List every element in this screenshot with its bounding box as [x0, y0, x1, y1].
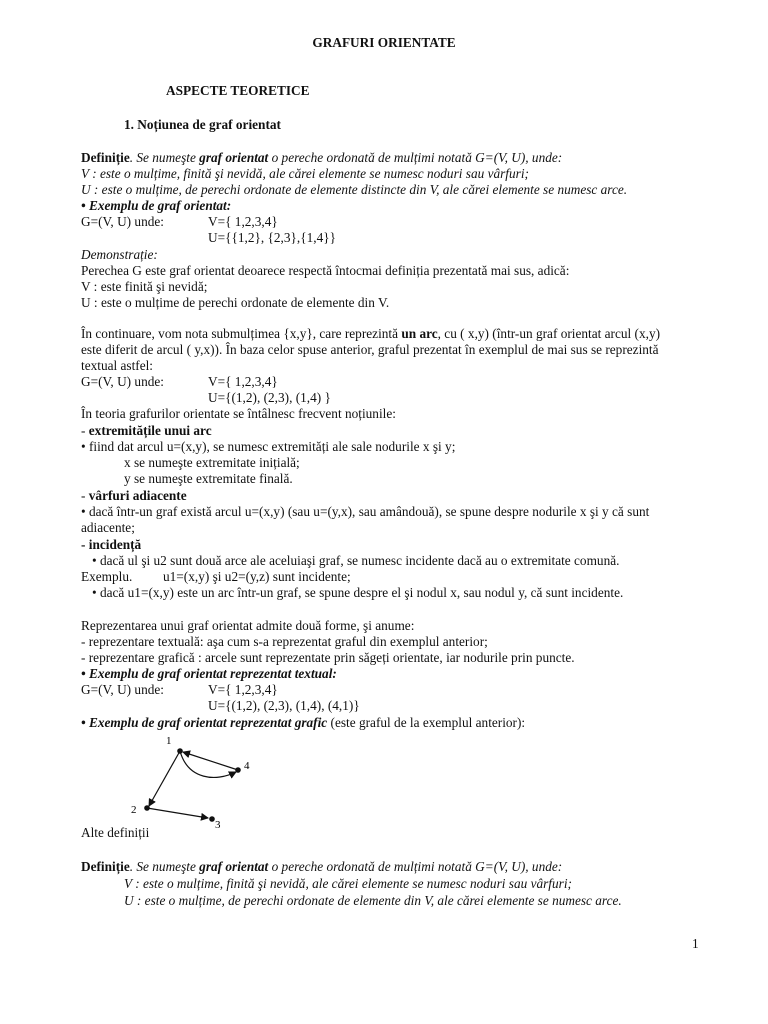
extremitati-line-1: • fiind dat arcul u=(x,y), se numesc extremități ale sale nodurile x şi y;	[81, 439, 456, 454]
subsection-heading: 1. Noțiunea de graf orientat	[124, 117, 281, 132]
demonstration-line-1: Perechea G este graf orientat deoarece respectă întocmai definiția prezentată mai sus, adică:	[81, 263, 570, 278]
example-textual-g: G=(V, U) unde: V={ 1,2,3,4}	[81, 374, 278, 389]
definition-term: Definiție	[81, 150, 130, 165]
node-2	[144, 805, 150, 811]
node-3	[209, 816, 215, 822]
definition-2-v: V : este o mulțime, finită şi nevidă, ale cărei elemente se numesc noduri sau vârfuri;	[124, 876, 572, 891]
representation-textual: - reprezentare textuală: aşa cum s-a reprezentat graful din exemplul anterior;	[81, 634, 488, 649]
node-4	[235, 767, 241, 773]
definition-1: Definiție. Se numeşte graf orientat o pereche ordonată de mulțimi notată G=(V, U), unde:	[81, 150, 563, 165]
paragraph-continuare-2: este diferit de arcul ( y,x)). În baza celor spuse anterior, graful prezentat în exemplul de mai sus se reprezintă	[81, 342, 659, 357]
definition-2: Definiție. Se numeşte graf orientat o pereche ordonată de mulțimi notată G=(V, U), unde:	[81, 859, 563, 874]
arc-2-3	[147, 808, 208, 818]
directed-graph-figure	[126, 732, 276, 834]
paragraph-continuare-3: textual astfel:	[81, 358, 153, 373]
node-2-label: 2	[131, 804, 137, 816]
document-title: GRAFURI ORIENTATE	[312, 35, 456, 50]
arc-1-4	[180, 751, 236, 777]
extremitati-line-3: y se numeşte extremitate finală.	[124, 471, 293, 486]
paragraph-continuare-1: În continuare, vom nota submulțimea {x,y}, care reprezintă un arc, cu ( x,y) (într-un graf orientat arcul (x,y)	[81, 326, 661, 341]
alte-definitii: Alte definiții	[81, 825, 150, 840]
notion-varfuri-adiacente: - vârfuri adiacente	[81, 488, 187, 503]
adiacente-line-2: adiacente;	[81, 520, 135, 535]
example-1-heading: • Exemplu de graf orientat:	[81, 198, 232, 213]
representation-grafica: - reprezentare grafică : arcele sunt reprezentate prin săgeți orientate, iar nodurile prin puncte.	[81, 650, 575, 665]
arc-4-1	[183, 752, 238, 770]
definition-1-u: U : este o mulțime, de perechi ordonate de elemente distincte din V, ale cărei elemente se numesc arce.	[81, 182, 628, 197]
node-1	[177, 748, 183, 754]
example-2-u: U={(1,2), (2,3), (1,4), (4,1)}	[208, 698, 360, 713]
section-heading: ASPECTE TEORETICE	[166, 83, 310, 98]
graf-orientat-term: graf orientat	[199, 150, 269, 165]
incidenta-example: Exemplu. u1=(x,y) şi u2=(y,z) sunt incidente;	[81, 569, 351, 584]
demonstration-line-2: V : este finită şi nevidă;	[81, 279, 208, 294]
example-textual-u: U={(1,2), (2,3), (1,4) }	[208, 390, 331, 405]
demonstration-label: Demonstrație:	[81, 247, 158, 262]
node-4-label: 4	[244, 760, 250, 772]
demonstration-line-3: U : este o mulțime de perechi ordonate de elemente din V.	[81, 295, 390, 310]
extremitati-line-2: x se numeşte extremitate inițială;	[124, 455, 300, 470]
example-1-u: U={{1,2}, {2,3},{1,4}}	[208, 230, 336, 245]
page-number: 1	[692, 936, 699, 951]
notion-extremitati: - extremitățile unui arc	[81, 423, 212, 438]
node-3-label: 3	[215, 819, 221, 831]
example-3-heading: • Exemplu de graf orientat reprezentat grafic (este graful de la exemplul anterior):	[81, 715, 526, 730]
arc-1-2	[149, 751, 180, 806]
example-2-g: G=(V, U) unde: V={ 1,2,3,4}	[81, 682, 278, 697]
definition-term: Definiție	[81, 859, 130, 874]
definition-1-v: V : este o mulțime, finită şi nevidă, ale cărei elemente se numesc noduri sau vârfuri;	[81, 166, 529, 181]
node-1-label: 1	[166, 735, 172, 747]
incidenta-line-1: • dacă ul şi u2 sunt două arce ale aceluiaşi graf, se numesc incidente dacă au o extremitate comună.	[92, 553, 620, 568]
representation-intro: Reprezentarea unui graf orientat admite două forme, şi anume:	[81, 618, 415, 633]
incidenta-line-3: • dacă u1=(x,y) este un arc într-un graf, se spune despre el şi nodul x, sau nodul y, că sunt incidente.	[92, 585, 624, 600]
notion-incidenta: - incidență	[81, 537, 142, 552]
example-1-g: G=(V, U) unde: V={ 1,2,3,4}	[81, 214, 278, 229]
adiacente-line-1: • dacă într-un graf există arcul u=(x,y) (sau u=(y,x), sau amândouă), se spune despre nodurile x şi y că sunt	[81, 504, 650, 519]
example-2-heading: • Exemplu de graf orientat reprezentat textual:	[81, 666, 337, 681]
definition-2-u: U : este o mulțime, de perechi ordonate de elemente din V, ale cărei elemente se numesc arce.	[124, 893, 622, 908]
graf-orientat-term: graf orientat	[199, 859, 269, 874]
notions-intro: În teoria grafurilor orientate se întâlnesc frecvent noțiunile:	[81, 406, 396, 421]
